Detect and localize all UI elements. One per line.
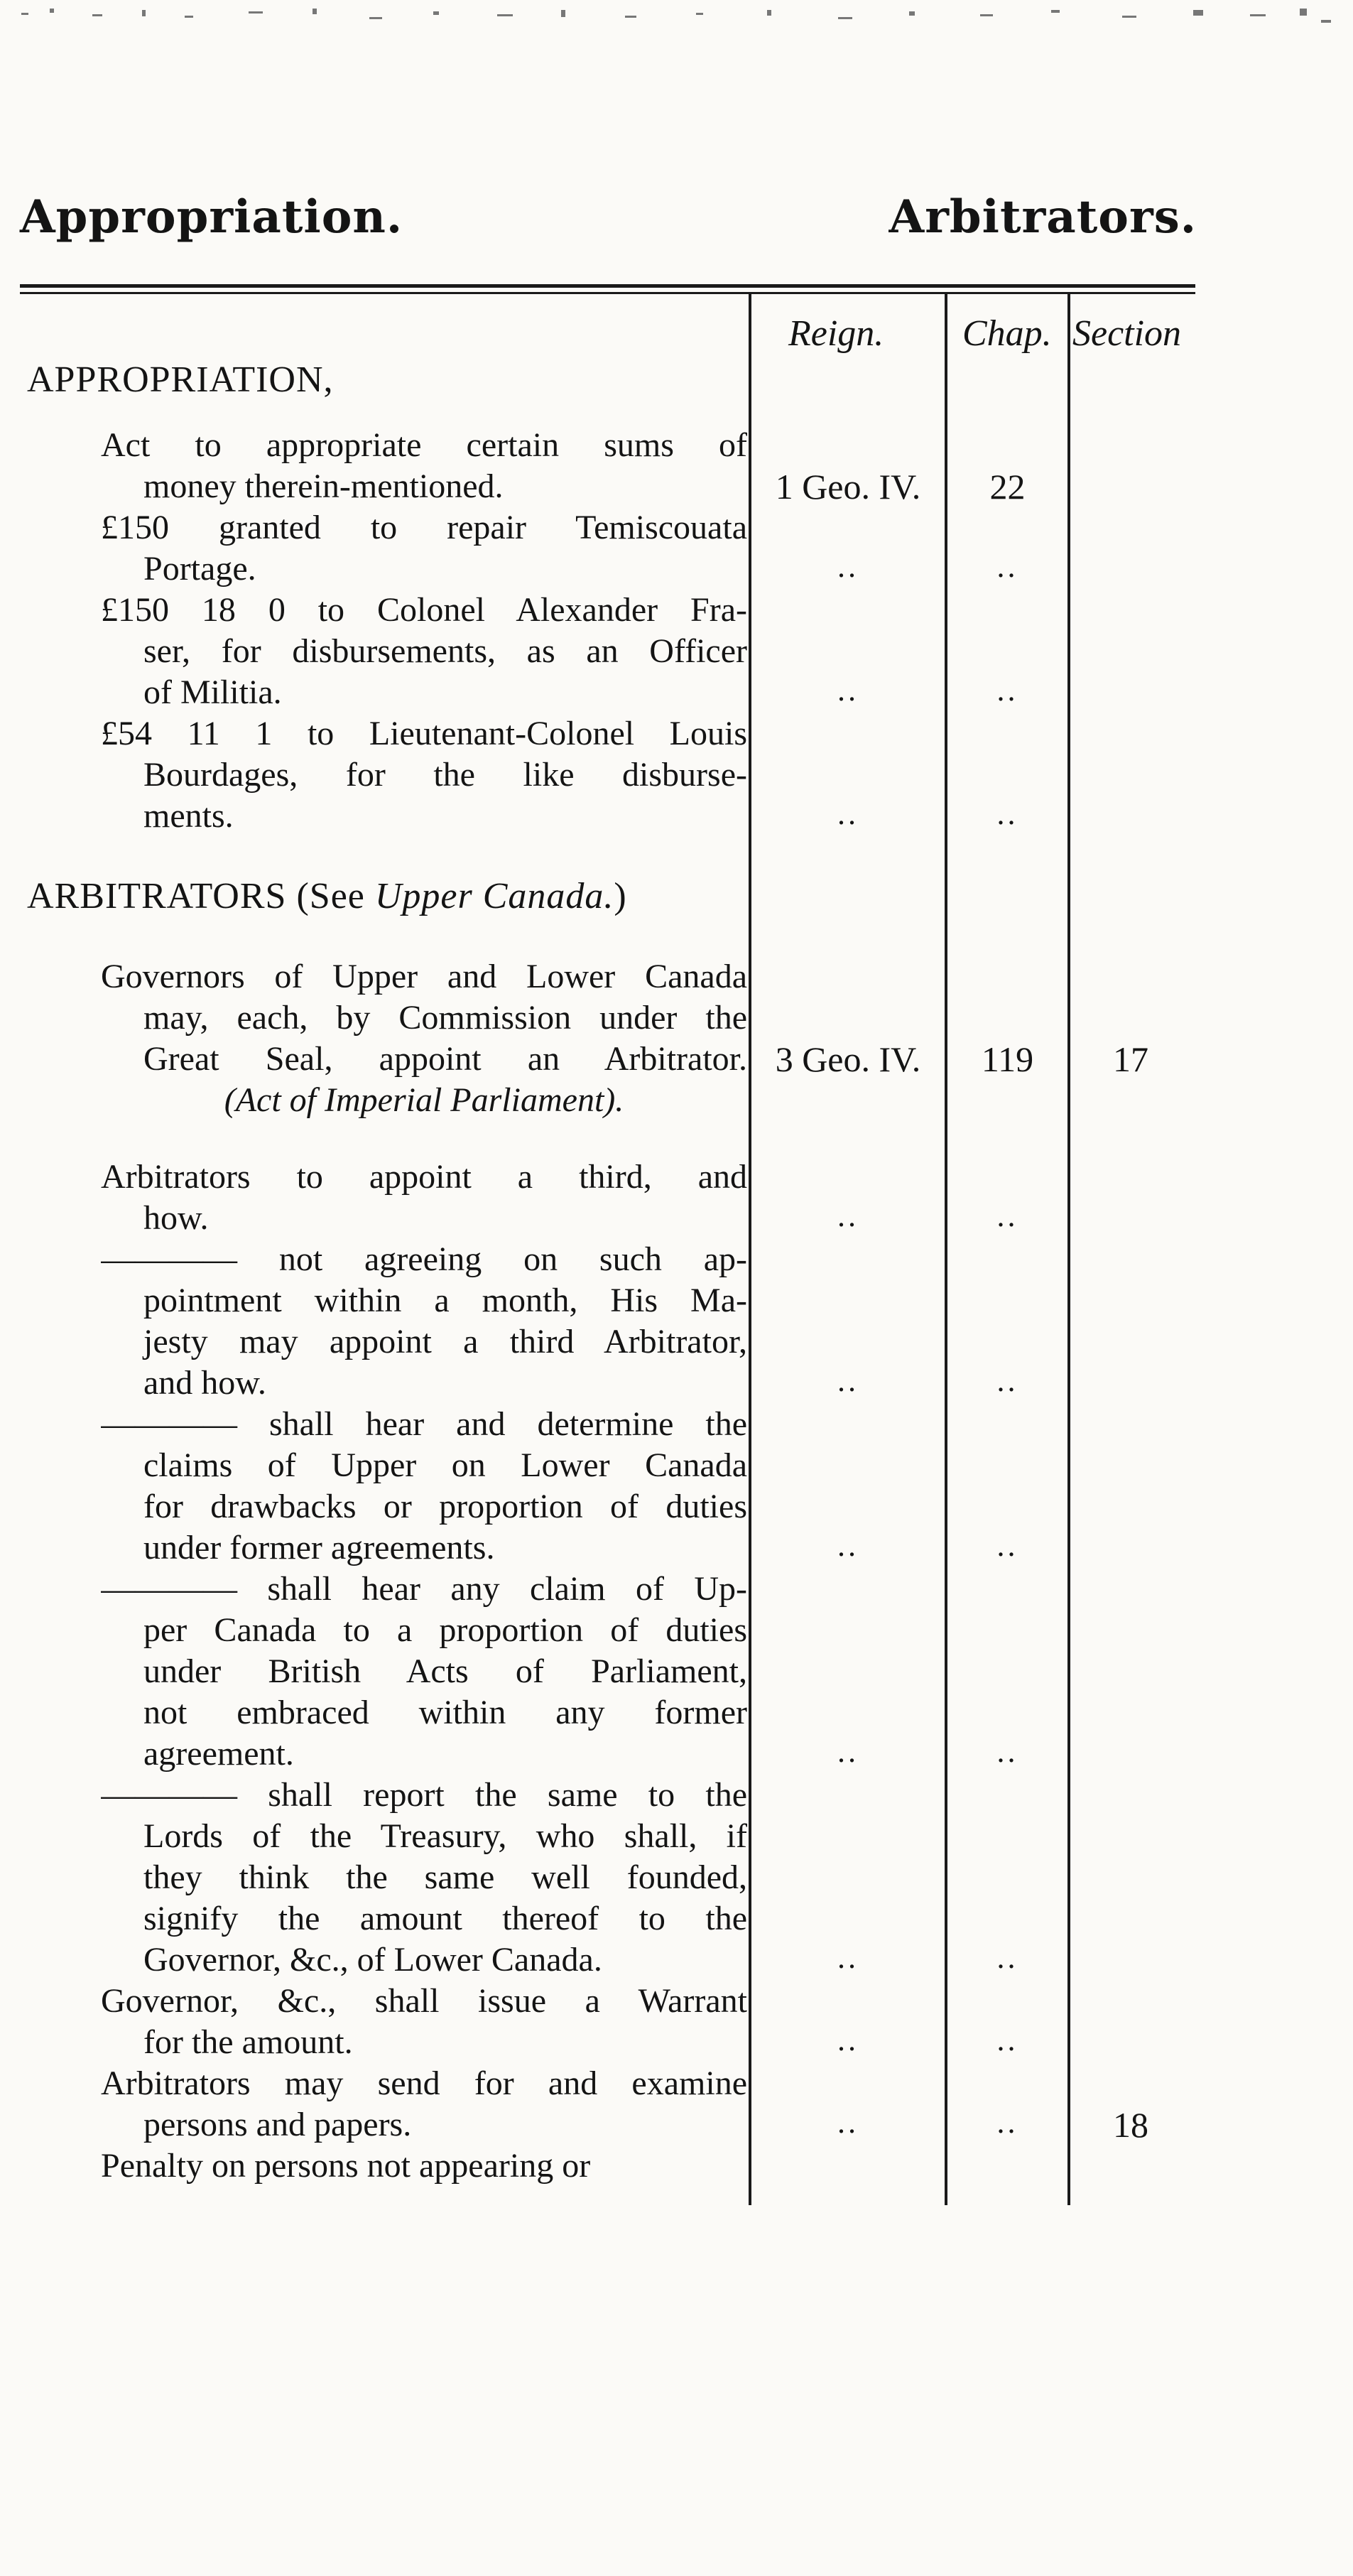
chap-cell: 119 — [981, 1039, 1034, 1079]
reign-cell: .. — [837, 796, 859, 831]
entry-line: per Canada to a proportion of duties — [143, 1611, 747, 1649]
index-entry — [101, 2063, 747, 2145]
entry-line: Great Seal, appoint an Arbitrator. — [143, 1040, 747, 1078]
chap-cell: .. — [996, 796, 1018, 831]
entry-line: Arbitrators may send for and examine — [101, 2064, 747, 2102]
entry-line: ser, for disbursements, as an Officer — [143, 632, 747, 670]
section-cell: 17 — [1113, 1039, 1148, 1079]
index-entry — [101, 507, 747, 590]
chap-cell: .. — [996, 673, 1018, 708]
index-entry — [101, 1239, 747, 1404]
entry-line: Governor, &c., shall issue a Warrant — [101, 1982, 747, 2020]
entry-line: £150 granted to repair Temiscouata — [101, 509, 747, 546]
reign-cell: .. — [837, 1940, 859, 1975]
entry-line: ———— shall report the same to the — [101, 1776, 747, 1814]
index-entry — [101, 590, 747, 713]
entry-line: Governors of Upper and Lower Canada — [101, 958, 747, 995]
section-heading-appropriation: APPROPRIATION, — [27, 359, 334, 400]
entry-line: not embraced within any former — [143, 1694, 747, 1731]
entry-line: ments. — [143, 797, 234, 835]
column-heading-section: Section — [1072, 313, 1182, 354]
index-entry — [101, 1775, 747, 1981]
reign-cell: .. — [837, 1198, 859, 1233]
index-entry — [101, 2145, 747, 2187]
entry-line: Governor, &c., of Lower Canada. — [143, 1941, 602, 1979]
entry-line: Penalty on persons not appearing or — [101, 2147, 591, 2185]
reign-cell: .. — [837, 1528, 859, 1563]
index-entry — [101, 956, 747, 1121]
entry-line: they think the same well founded, — [143, 1858, 747, 1896]
entry-line: how. — [143, 1199, 209, 1237]
section-cell: 18 — [1113, 2105, 1148, 2145]
chap-cell: .. — [996, 1363, 1018, 1398]
reign-cell: 1 Geo. IV. — [775, 467, 921, 507]
header-rule-top — [20, 284, 1195, 288]
entry-line: Lords of the Treasury, who shall, if — [143, 1817, 747, 1855]
index-entry — [101, 1404, 747, 1569]
entry-line: money therein-mentioned. — [143, 467, 504, 505]
running-head-left: Appropriation. — [20, 190, 403, 244]
entry-line: agreement. — [143, 1735, 294, 1773]
heading-text: ARBITRATORS (See — [27, 876, 375, 916]
index-entry — [101, 1157, 747, 1239]
chap-cell: .. — [996, 2023, 1018, 2057]
header-rule-bottom — [20, 292, 1195, 294]
reign-cell: .. — [837, 673, 859, 708]
entry-line: Bourdages, for the like disburse- — [143, 756, 747, 794]
reign-cell: .. — [837, 2105, 859, 2140]
reign-cell: .. — [837, 549, 859, 584]
entry-line: signify the amount thereof to the — [143, 1900, 747, 1937]
index-entry — [101, 1569, 747, 1775]
print-specks — [0, 0, 1353, 50]
entry-line: under British Acts of Parliament, — [143, 1652, 747, 1690]
entry-line: claims of Upper on Lower Canada — [143, 1446, 747, 1484]
entry-line: £54 11 1 to Lieutenant-Colonel Louis — [101, 715, 747, 752]
chap-cell: 22 — [989, 467, 1026, 507]
heading-close: ) — [614, 876, 627, 916]
chap-cell: .. — [996, 1734, 1018, 1769]
entry-line: ———— shall hear and determine the — [101, 1405, 747, 1443]
column-rule-3 — [1067, 294, 1070, 2205]
index-entry — [101, 425, 747, 507]
chap-cell: .. — [996, 1528, 1018, 1563]
chap-cell: .. — [996, 1198, 1018, 1233]
chap-cell: .. — [996, 1940, 1018, 1975]
heading-reference: Upper Canada. — [374, 876, 614, 916]
entry-line: may, each, by Commission under the — [143, 999, 747, 1037]
entry-line: persons and papers. — [143, 2106, 412, 2143]
entry-line: pointment within a month, His Ma- — [143, 1282, 747, 1319]
entry-line: ———— shall hear any claim of Up- — [101, 1570, 747, 1608]
entry-line: of Militia. — [143, 673, 282, 711]
entry-line: ———— not agreeing on such ap- — [101, 1240, 747, 1278]
reign-cell: .. — [837, 2023, 859, 2057]
reign-cell: .. — [837, 1734, 859, 1769]
chap-cell: .. — [996, 2105, 1018, 2140]
index-entry — [101, 1981, 747, 2063]
column-heading-chap: Chap. — [962, 313, 1052, 354]
column-heading-reign: Reign. — [788, 313, 884, 354]
entry-line: jesty may appoint a third Arbitrator, — [143, 1323, 747, 1360]
entry-line: for drawbacks or proportion of duties — [143, 1488, 747, 1525]
reign-cell: .. — [837, 1363, 859, 1398]
entry-line: Arbitrators to appoint a third, and — [101, 1158, 747, 1196]
entry-line: Portage. — [143, 550, 256, 588]
running-head-right: Arbitrators. — [889, 190, 1197, 244]
entry-line: (Act of Imperial Parliament). — [224, 1081, 624, 1119]
section-heading-arbitrators — [27, 875, 627, 917]
entry-line: and how. — [143, 1364, 266, 1402]
entry-line: for the amount. — [143, 2023, 353, 2061]
chap-cell: .. — [996, 549, 1018, 584]
entry-line: £150 18 0 to Colonel Alexander Fra- — [101, 591, 747, 629]
entry-line: under former agreements. — [143, 1529, 495, 1566]
entry-line: Act to appropriate certain sums of — [101, 426, 747, 464]
index-entry — [101, 713, 747, 837]
reign-cell: 3 Geo. IV. — [775, 1039, 921, 1079]
